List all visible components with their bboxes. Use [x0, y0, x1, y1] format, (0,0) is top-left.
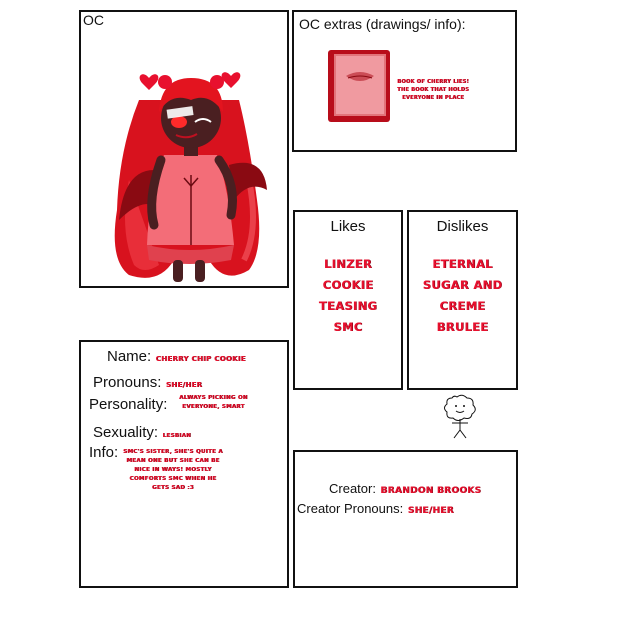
name-row: [107, 348, 246, 366]
pronouns-value: SHE/HER: [165, 381, 203, 389]
creator-value: BRANDON BROOKS: [380, 486, 482, 496]
sexuality-value: LESBIAN: [162, 433, 191, 439]
dislikes-list: [409, 254, 516, 338]
personality-line: EVERYONE, SMART: [182, 404, 245, 410]
info-row: [89, 444, 118, 462]
pronouns-row: [93, 374, 202, 392]
likes-list: [295, 254, 401, 338]
list-item: ETERNAL: [432, 257, 493, 271]
oc-character-drawing: [99, 60, 279, 290]
book-drawing: [326, 46, 392, 126]
oc-extras-panel: [292, 10, 517, 152]
info-label: Info:: [89, 444, 119, 461]
oc-label: OC: [83, 12, 104, 28]
info-line: MEAN ONE BUT SHE CAN BE: [126, 458, 220, 464]
list-item: SUGAR AND: [422, 278, 503, 292]
creator-pronouns-row: [297, 500, 454, 518]
sexuality-row: [93, 424, 191, 442]
personality-value: [179, 394, 248, 412]
creator-row: [329, 480, 481, 498]
oc-extras-label: OC extras (drawings/ info):: [299, 16, 466, 32]
profile-panel: [79, 340, 289, 588]
dislikes-panel: [407, 210, 518, 390]
list-item: BRULEE: [436, 320, 489, 334]
info-line: COMFORTS SMC WHEN HE: [129, 476, 217, 482]
list-item: TEASING: [318, 299, 378, 313]
book-caption: BOOK OF CHERRY LIES! THE BOOK THAT HOLDS EVERYONE IN PLACE: [397, 79, 469, 101]
stick-figure-drawing: [438, 392, 486, 440]
name-label: Name:: [107, 348, 152, 365]
name-value: CHERRY CHIP COOKIE: [155, 355, 246, 363]
personality-row: [89, 396, 167, 414]
personality-label: Personality:: [89, 396, 168, 413]
creator-pronouns-label: Creator Pronouns:: [297, 501, 404, 516]
list-item: CREME: [439, 299, 486, 313]
info-line: NICE IN WAYS! MOSTLY: [134, 467, 212, 473]
likes-panel: [293, 210, 403, 390]
creator-pronouns-value: SHE/HER: [407, 506, 454, 516]
info-line: SMC'S SISTER, SHE'S QUITE A: [123, 449, 223, 455]
list-item: COOKIE: [322, 278, 374, 292]
creator-label: Creator:: [329, 481, 376, 496]
pronouns-label: Pronouns:: [93, 374, 162, 391]
info-line: GETS SAD :3: [151, 485, 194, 491]
list-item: SMC: [333, 320, 363, 334]
creator-panel: [293, 450, 518, 588]
oc-panel: [79, 10, 289, 288]
info-value: [123, 448, 223, 493]
list-item: LINZER: [323, 257, 373, 271]
personality-line: ALWAYS PICKING ON: [179, 395, 248, 401]
dislikes-title: Dislikes: [436, 218, 489, 235]
likes-title: Likes: [330, 218, 366, 235]
sexuality-label: Sexuality:: [93, 424, 159, 441]
